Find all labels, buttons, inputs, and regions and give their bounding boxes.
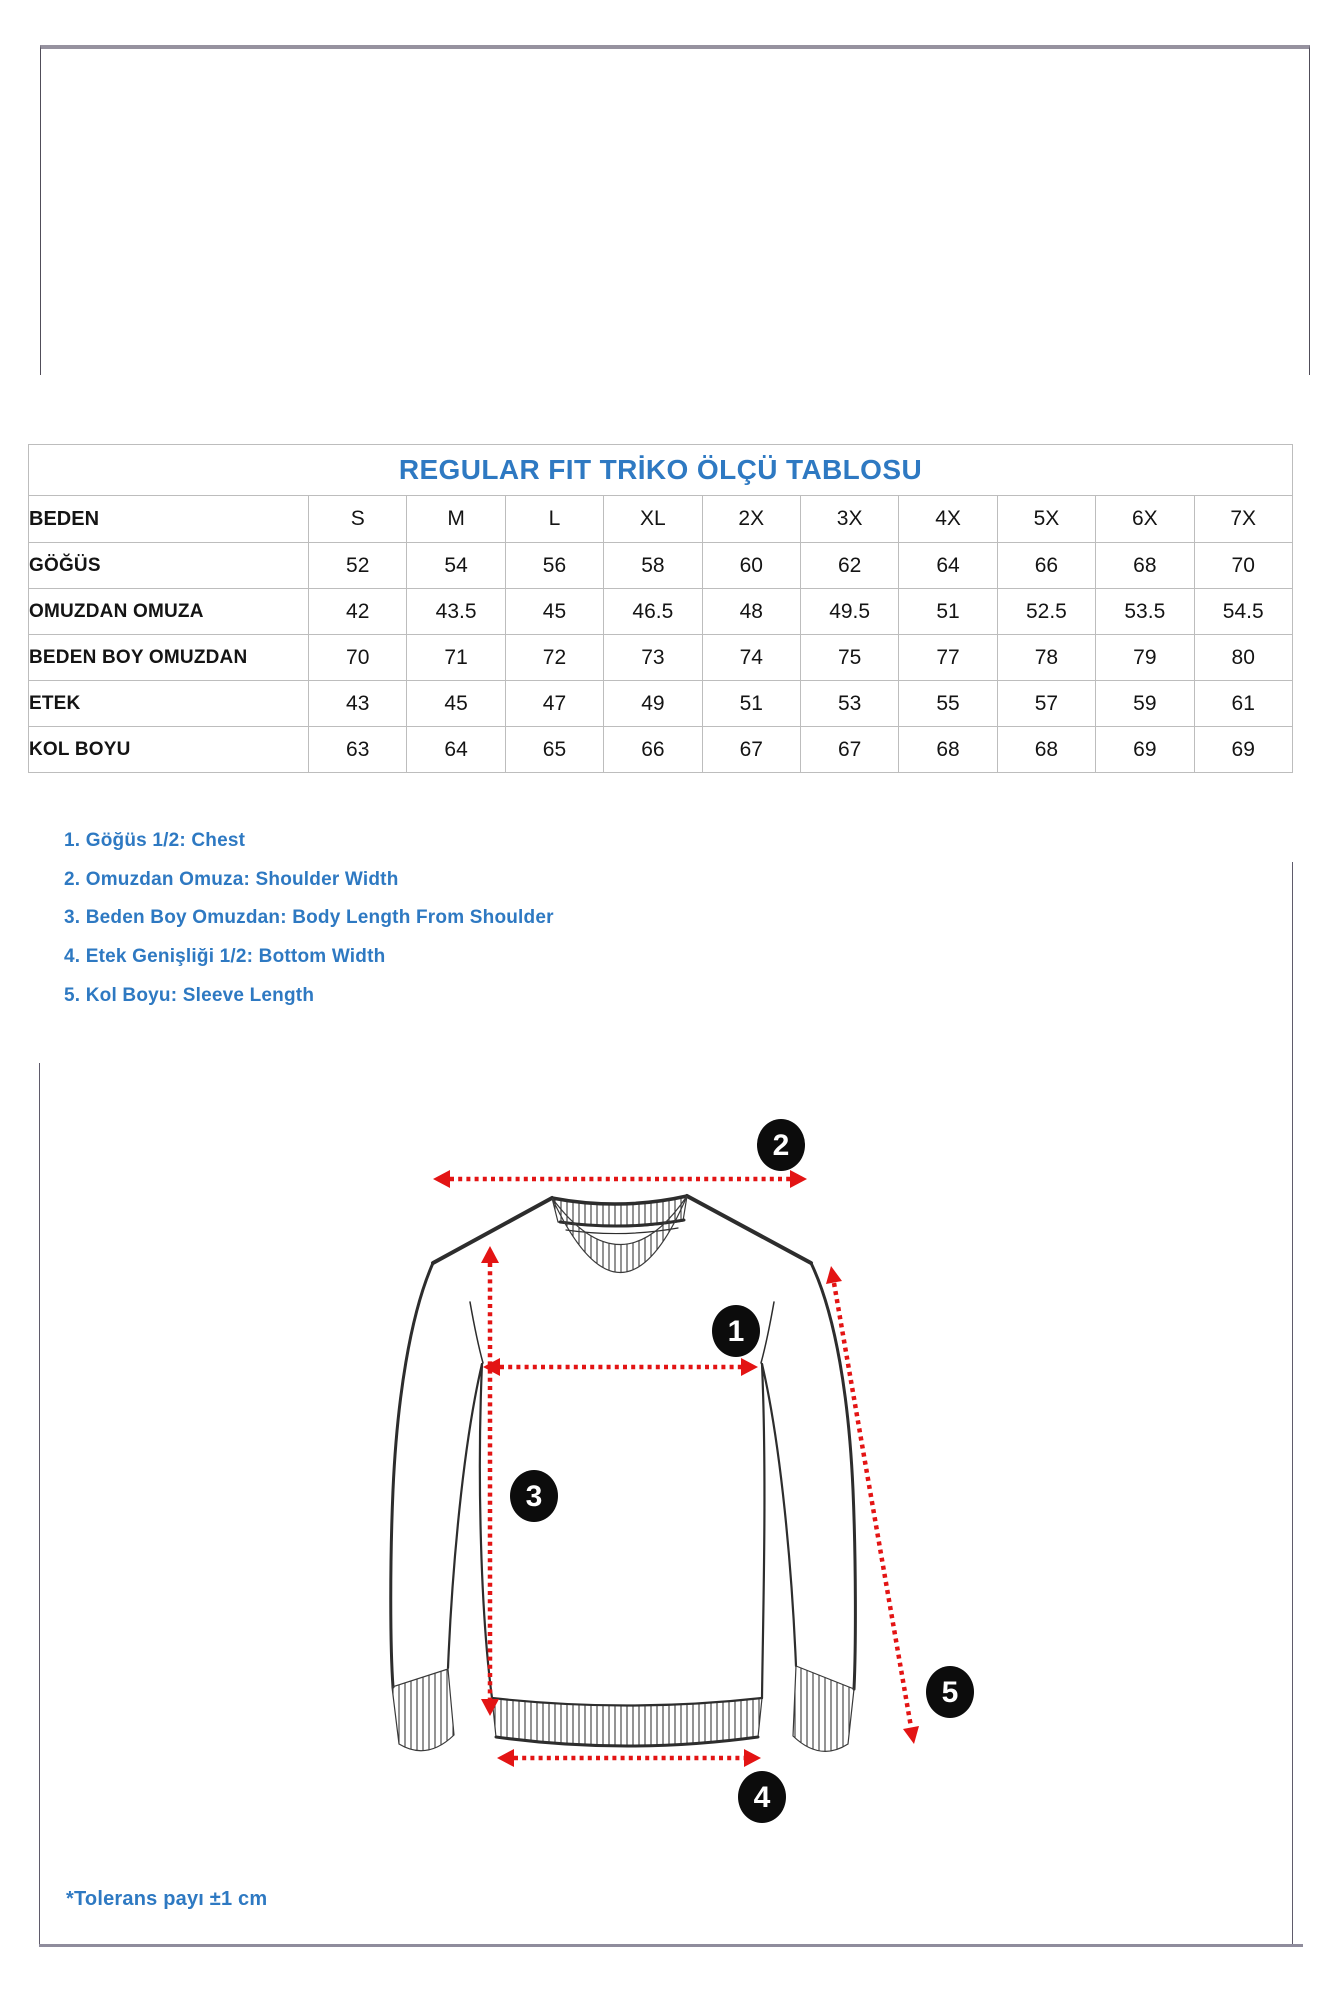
value-cell: 42 bbox=[309, 589, 407, 635]
value-cell: 43 bbox=[309, 681, 407, 727]
size-header-cell: XL bbox=[604, 496, 702, 543]
diagram-box-bottom-border bbox=[39, 1944, 1303, 1947]
right-cuff bbox=[793, 1666, 854, 1751]
legend-item: 3. Beden Boy Omuzdan: Body Length From Shoulder bbox=[64, 907, 554, 929]
value-cell: 49.5 bbox=[800, 589, 898, 635]
value-cell: 56 bbox=[505, 543, 603, 589]
svg-text:5: 5 bbox=[941, 1676, 959, 1709]
size-header-cell: L bbox=[505, 496, 603, 543]
size-header-cell: M bbox=[407, 496, 505, 543]
row-label: ETEK bbox=[29, 681, 309, 727]
badge-5 bbox=[926, 1666, 974, 1718]
body-length-arrow bbox=[481, 1246, 499, 1716]
badge-2 bbox=[757, 1119, 805, 1171]
table-row bbox=[29, 681, 1293, 727]
size-header-cell: 2X bbox=[702, 496, 800, 543]
header-label-beden: BEDEN bbox=[29, 496, 309, 543]
value-cell: 69 bbox=[1096, 727, 1194, 773]
value-cell: 53 bbox=[800, 681, 898, 727]
value-cell: 54.5 bbox=[1194, 589, 1292, 635]
collar bbox=[552, 1196, 687, 1273]
value-cell: 64 bbox=[407, 727, 505, 773]
value-cell: 66 bbox=[997, 543, 1095, 589]
value-cell: 46.5 bbox=[604, 589, 702, 635]
value-cell: 70 bbox=[309, 635, 407, 681]
svg-text:4: 4 bbox=[753, 1781, 771, 1814]
value-cell: 48 bbox=[702, 589, 800, 635]
value-cell: 45 bbox=[505, 589, 603, 635]
value-cell: 70 bbox=[1194, 543, 1292, 589]
shoulder-width-arrow bbox=[433, 1170, 807, 1188]
sweater-measurement-diagram bbox=[39, 862, 1300, 1944]
value-cell: 77 bbox=[899, 635, 997, 681]
value-cell: 66 bbox=[604, 727, 702, 773]
value-cell: 73 bbox=[604, 635, 702, 681]
legend-item: 4. Etek Genişliği 1/2: Bottom Width bbox=[64, 946, 386, 968]
row-label: OMUZDAN OMUZA bbox=[29, 589, 309, 635]
badge-3 bbox=[510, 1470, 558, 1522]
legend-item: 2. Omuzdan Omuza: Shoulder Width bbox=[64, 868, 399, 890]
table-row bbox=[29, 589, 1293, 635]
row-label: GÖĞÜS bbox=[29, 543, 309, 589]
size-header-cell: 3X bbox=[800, 496, 898, 543]
value-cell: 53.5 bbox=[1096, 589, 1194, 635]
row-label: BEDEN BOY OMUZDAN bbox=[29, 635, 309, 681]
value-cell: 55 bbox=[899, 681, 997, 727]
product-image-placeholder bbox=[40, 45, 1310, 375]
legend-item: 5. Kol Boyu: Sleeve Length bbox=[64, 984, 315, 1006]
value-cell: 52 bbox=[309, 543, 407, 589]
value-cell: 68 bbox=[1096, 543, 1194, 589]
value-cell: 65 bbox=[505, 727, 603, 773]
value-cell: 51 bbox=[899, 589, 997, 635]
value-cell: 62 bbox=[800, 543, 898, 589]
value-cell: 67 bbox=[800, 727, 898, 773]
value-cell: 54 bbox=[407, 543, 505, 589]
value-cell: 71 bbox=[407, 635, 505, 681]
value-cell: 59 bbox=[1096, 681, 1194, 727]
value-cell: 78 bbox=[997, 635, 1095, 681]
size-header-cell: 7X bbox=[1194, 496, 1292, 543]
value-cell: 61 bbox=[1194, 681, 1292, 727]
size-header-cell: S bbox=[309, 496, 407, 543]
badge-1 bbox=[712, 1305, 760, 1357]
svg-text:3: 3 bbox=[525, 1480, 543, 1513]
table-row bbox=[29, 727, 1293, 773]
hem-band bbox=[492, 1698, 762, 1746]
badge-4 bbox=[738, 1771, 786, 1823]
bottom-width-arrow bbox=[497, 1749, 761, 1767]
value-cell: 60 bbox=[702, 543, 800, 589]
value-cell: 43.5 bbox=[407, 589, 505, 635]
value-cell: 45 bbox=[407, 681, 505, 727]
value-cell: 80 bbox=[1194, 635, 1292, 681]
sleeve-length-arrow bbox=[826, 1266, 919, 1744]
value-cell: 72 bbox=[505, 635, 603, 681]
value-cell: 47 bbox=[505, 681, 603, 727]
row-label: KOL BOYU bbox=[29, 727, 309, 773]
size-header-cell: 5X bbox=[997, 496, 1095, 543]
size-table-header-row bbox=[29, 496, 1293, 543]
value-cell: 69 bbox=[1194, 727, 1292, 773]
svg-text:1: 1 bbox=[727, 1315, 745, 1348]
value-cell: 75 bbox=[800, 635, 898, 681]
value-cell: 74 bbox=[702, 635, 800, 681]
table-title: REGULAR FIT TRİKO ÖLÇÜ TABLOSU bbox=[29, 445, 1293, 496]
value-cell: 58 bbox=[604, 543, 702, 589]
value-cell: 68 bbox=[997, 727, 1095, 773]
tolerance-footnote: *Tolerans payı ±1 cm bbox=[66, 1888, 268, 1910]
table-title-row bbox=[29, 445, 1293, 496]
table-row bbox=[29, 543, 1293, 589]
size-table bbox=[28, 444, 1293, 773]
value-cell: 63 bbox=[309, 727, 407, 773]
size-header-cell: 6X bbox=[1096, 496, 1194, 543]
table-row bbox=[29, 635, 1293, 681]
value-cell: 52.5 bbox=[997, 589, 1095, 635]
svg-text:2: 2 bbox=[772, 1129, 790, 1162]
chest-arrow bbox=[483, 1358, 758, 1376]
value-cell: 68 bbox=[899, 727, 997, 773]
value-cell: 79 bbox=[1096, 635, 1194, 681]
value-cell: 57 bbox=[997, 681, 1095, 727]
value-cell: 64 bbox=[899, 543, 997, 589]
value-cell: 67 bbox=[702, 727, 800, 773]
size-header-cell: 4X bbox=[899, 496, 997, 543]
value-cell: 51 bbox=[702, 681, 800, 727]
value-cell: 49 bbox=[604, 681, 702, 727]
legend-item: 1. Göğüs 1/2: Chest bbox=[64, 830, 246, 852]
left-cuff bbox=[392, 1669, 454, 1751]
